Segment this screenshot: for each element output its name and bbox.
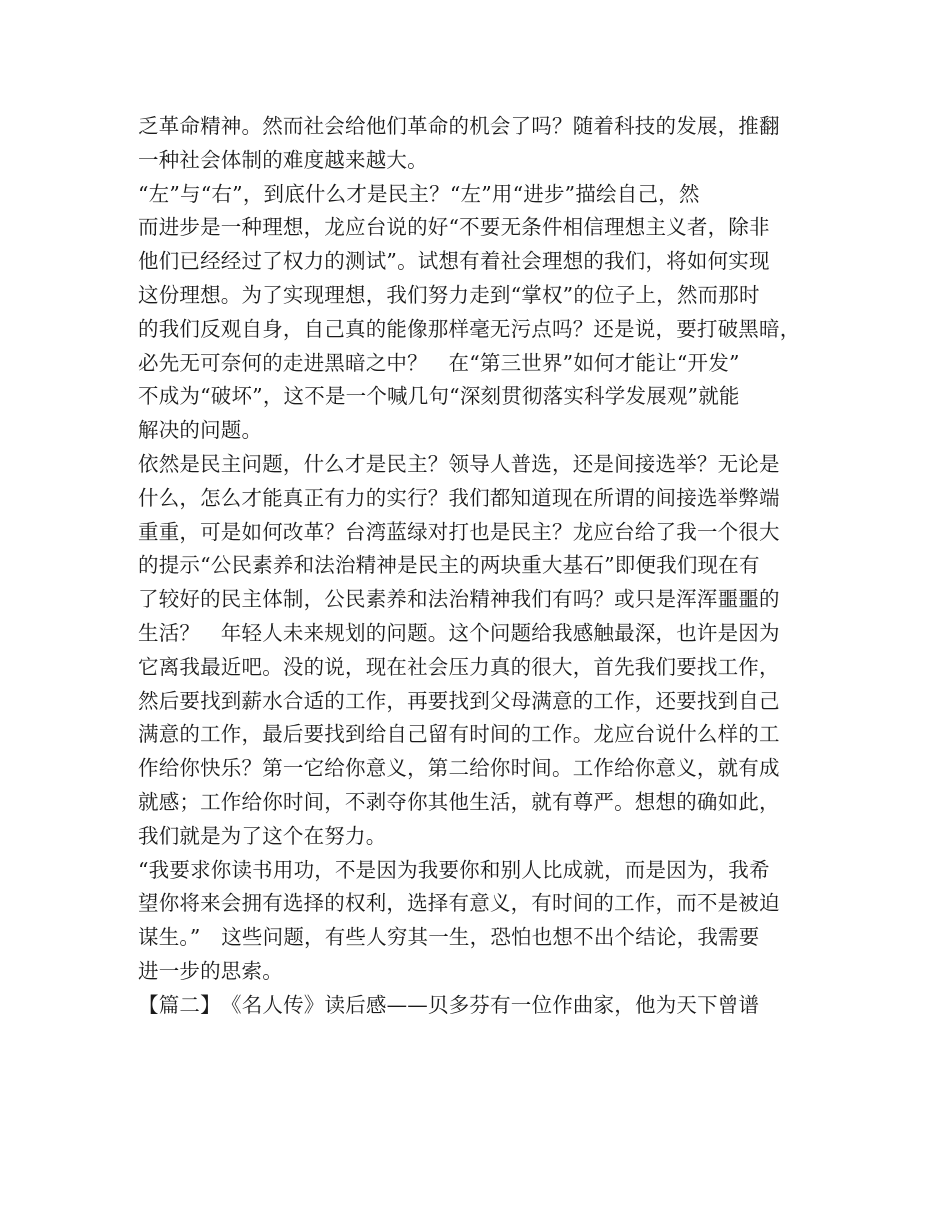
text-line: 然后要找到薪水合适的工作，再要找到父母满意的工作，还要找到自己 xyxy=(138,688,780,713)
text-line: 必先无可奈何的走进黑暗之中？ 在“第三世界”如何才能让“开发” xyxy=(138,350,740,375)
text-line: 它离我最近吧。没的说，现在社会压力真的很大，首先我们要找工作， xyxy=(138,654,780,679)
text-line: “我要求你读书用功，不是因为我要你和别人比成就，而是因为，我希 xyxy=(138,857,770,882)
text-line: 生活？ 年轻人未来规划的问题。这个问题给我感触最深，也许是因为 xyxy=(138,620,780,645)
text-line: 我们就是为了这个在努力。 xyxy=(138,823,387,848)
text-line: 进一步的思索。 xyxy=(138,958,283,983)
text-line: 解决的问题。 xyxy=(138,418,263,443)
text-line: 他们已经经过了权力的测试”。试想有着社会理想的我们，将如何实现 xyxy=(138,249,770,274)
text-line: 而进步是一种理想，龙应台说的好“不要无条件相信理想主义者，除非 xyxy=(138,215,770,240)
text-line: 依然是民主问题，什么才是民主？领导人普选，还是间接选举？无论是 xyxy=(138,451,780,476)
text-line: “左”与“右”，到底什么才是民主？“左”用“进步”描绘自己，然 xyxy=(138,181,700,206)
text-line: 的提示“公民素养和法治精神是民主的两块重大基石”即便我们现在有 xyxy=(138,553,760,578)
text-line: 这份理想。为了实现理想，我们努力走到“掌权”的位子上，然而那时 xyxy=(138,282,760,307)
text-line: 谋生。” 这些问题，有些人穷其一生，恐怕也想不出个结论，我需要 xyxy=(138,925,760,950)
text-line: 作给你快乐？第一它给你意义，第二给你时间。工作给你意义，就有成 xyxy=(138,756,780,781)
text-line: 重重，可是如何改革？台湾蓝绿对打也是民主？龙应台给了我一个很大 xyxy=(138,519,780,544)
text-line: 就感；工作给你时间，不剥夺你其他生活，就有尊严。想想的确如此， xyxy=(138,789,780,814)
text-line: 一种社会体制的难度越来越大。 xyxy=(138,147,428,172)
text-line: 的我们反观自身，自己真的能像那样毫无污点吗？还是说，要打破黑暗， xyxy=(138,316,801,341)
section-heading-line: 【篇二】 《名人传》读后感——贝多芬有一位作曲家，他为天下曾谱 xyxy=(138,992,760,1017)
text-line: 乏革命精神。然而社会给他们革命的机会了吗？随着科技的发展，推翻 xyxy=(138,114,780,138)
document-body xyxy=(138,110,838,1023)
text-line: 满意的工作，最后要找到给自己留有时间的工作。龙应台说什么样的工 xyxy=(138,722,780,747)
text-line: 什么，怎么才能真正有力的实行？我们都知道现在所谓的间接选举弊端 xyxy=(138,485,780,510)
text-line: 望你将来会拥有选择的权利，选择有意义，有时间的工作，而不是被迫 xyxy=(138,891,780,916)
text-line: 了较好的民主体制，公民素养和法治精神我们有吗？或只是浑浑噩噩的 xyxy=(138,587,780,612)
text-line: 不成为“破坏”，这不是一个喊几句“深刻贯彻落实科学发展观”就能 xyxy=(138,384,740,409)
